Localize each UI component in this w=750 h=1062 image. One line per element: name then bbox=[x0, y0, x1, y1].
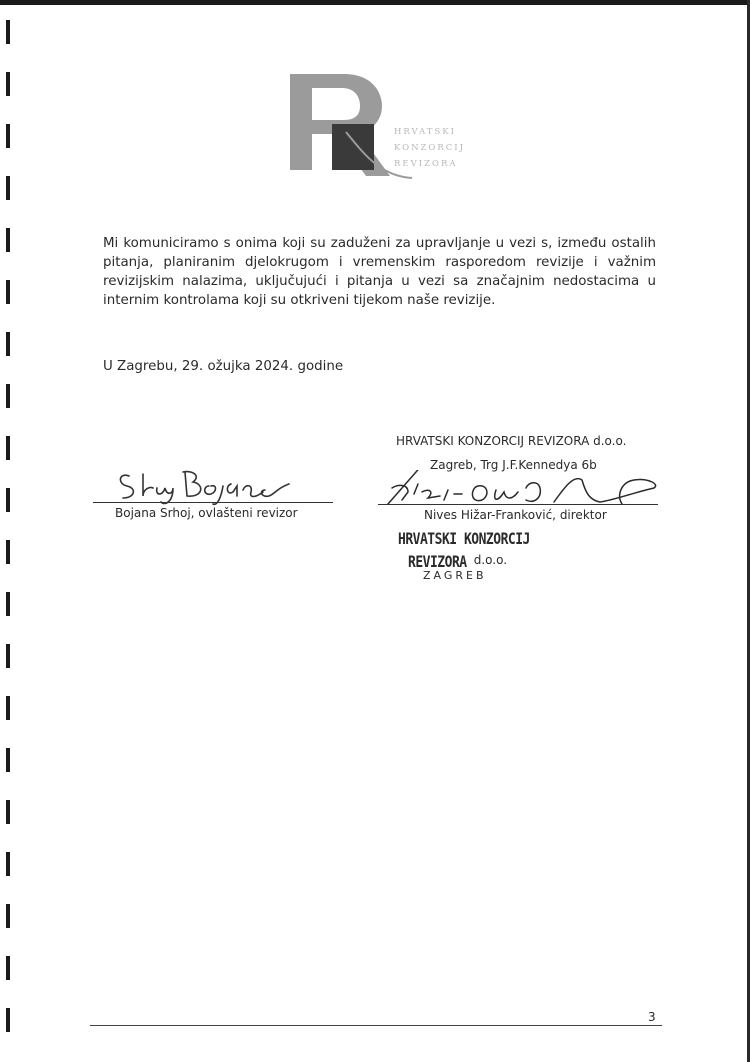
signature-block-right bbox=[378, 470, 668, 530]
binding-marks bbox=[6, 20, 14, 1060]
company-stamp bbox=[398, 530, 558, 586]
footer-rule bbox=[90, 1025, 662, 1026]
stamp-line-3: ZAGREB bbox=[423, 569, 487, 582]
firm-address: Zagreb, Trg J.F.Kennedya 6b bbox=[430, 458, 597, 472]
firm-name: HRVATSKI KONZORCIJ REVIZORA d.o.o. bbox=[396, 434, 627, 448]
signature-block-left bbox=[93, 462, 338, 522]
logo-line-1: HRVATSKI bbox=[394, 127, 456, 137]
top-edge-bar bbox=[0, 0, 750, 5]
logo-line-3: REVIZORA bbox=[394, 159, 458, 169]
logo-line-2: KONZORCIJ bbox=[394, 143, 466, 153]
stamp-line-2-bold: REVIZORA bbox=[408, 553, 467, 572]
logo-text bbox=[394, 124, 465, 172]
body-paragraph: Mi komuniciramo s onima koji su zaduženi za upravljanje u vezi s, između ostalih pitanja, planiranim djelokrugom i vremenskim rasporedom revizije i važnim revizijskim nalazima, uključujući i pitanja u vezi sa značajnim nedostacima u internim kontrolama koji su otkriveni tijekom naše revizije. bbox=[103, 236, 656, 308]
stamp-line-2-suffix: d.o.o. bbox=[473, 553, 508, 567]
signatory-right-name: Nives Hižar-Franković, direktor bbox=[424, 508, 607, 522]
stamp-line-1: HRVATSKI KONZORCIJ bbox=[398, 530, 530, 549]
page-number: 3 bbox=[648, 1010, 656, 1024]
signature-line-right bbox=[378, 504, 658, 505]
stamp-line-2 bbox=[408, 549, 508, 572]
signature-line-left bbox=[93, 502, 333, 503]
signatory-left-name: Bojana Srhoj, ovlašteni revizor bbox=[115, 506, 298, 520]
date-line: U Zagrebu, 29. ožujka 2024. godine bbox=[103, 359, 344, 374]
company-logo bbox=[286, 72, 486, 182]
